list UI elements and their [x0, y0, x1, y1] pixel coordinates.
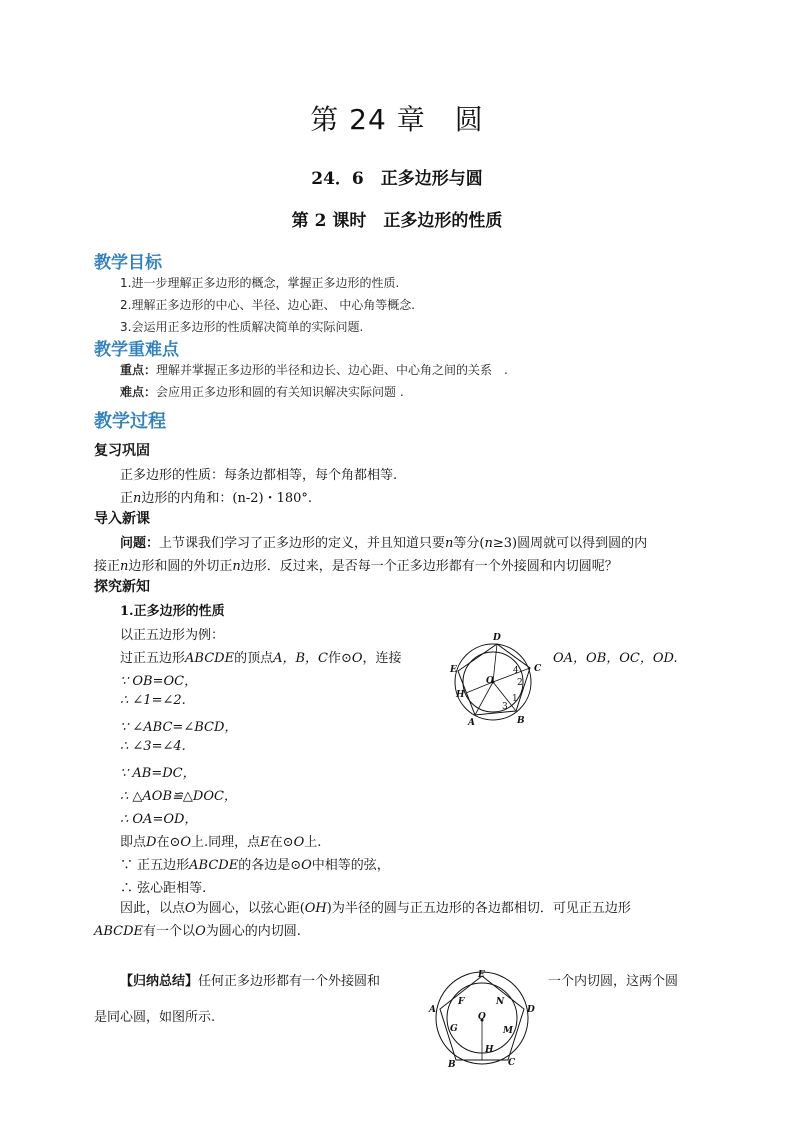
summary-line-1: 【归纳总结】任何正多边形都有一个外接圆和 — [120, 974, 381, 989]
pentagon-figure-1 — [440, 630, 550, 730]
proof-step: ∴ OA=OD， — [120, 812, 198, 827]
intro-heading: 导入新课 — [94, 511, 150, 527]
proof-step: ∴ ∠3=∠4. — [120, 739, 186, 754]
lesson-title: 第 2 课时 正多边形的性质 — [291, 211, 503, 231]
intro-line-2: 接正n边形和圆的外切正n边形．反过来，是否每一个正多边形都有一个外接圆和内切圆呢？ — [94, 559, 618, 574]
explore-heading: 探究新知 — [94, 579, 150, 595]
fig1-label: D — [493, 633, 501, 643]
fig2-label: C — [508, 1058, 516, 1068]
proof-step-8: 即点D在⊙O上.同理，点E在⊙O上. — [120, 835, 322, 850]
conclusion-line-2: ABCDE有一个以O为圆心的内切圆. — [94, 924, 301, 939]
review-line-2: 正n边形的内角和：(n-2)・180°. — [120, 491, 313, 506]
fig1-label: C — [534, 664, 542, 674]
fig1-label: 1 — [512, 694, 518, 704]
focus-label: 重点： — [120, 363, 157, 377]
fig1-label: B — [517, 716, 525, 726]
objectives-heading: 教学目标 — [94, 253, 162, 273]
fig1-label: O — [486, 676, 494, 686]
proof-step-10: ∴ 弦心距相等. — [120, 881, 207, 896]
process-heading: 教学过程 — [94, 411, 166, 432]
summary-line-2: 是同心圆，如图所示. — [94, 1010, 216, 1025]
fig2-label: E — [478, 970, 485, 980]
explore-p1: 以正五边形为例： — [120, 628, 225, 643]
section-title: 24．6 正多边形与圆 — [311, 169, 483, 189]
review-line-1: 正多边形的性质：每条边都相等，每个角都相等. — [120, 468, 398, 483]
proof-step-9: ∵ 正五边形ABCDE的各边是⊙O中相等的弦， — [120, 858, 390, 873]
review-heading: 复习巩固 — [94, 443, 150, 459]
proof-step: ∵ OB=OC， — [120, 674, 198, 689]
proof-step: ∴ △AOB≌△DOC， — [120, 789, 237, 804]
objective-item: 2.理解正多边形的中心、半径、边心距、 中心角等概念. — [120, 298, 416, 312]
fig1-label: 3 — [502, 702, 508, 712]
focus-line — [120, 361, 508, 378]
fig2-label: F — [458, 997, 465, 1007]
summary-line-1-right: 一个内切圆，这两个圆 — [548, 974, 679, 989]
pentagon-figure-2 — [424, 964, 542, 1070]
conclusion-line-1: 因此，以点O为圆心，以弦心距(OH)为半径的圆与正五边形的各边都相切．可见正五边形 — [120, 901, 631, 916]
chapter-title: 第 24 章 圆 — [310, 103, 484, 136]
explore-subheading: 1.正多边形的性质 — [120, 604, 225, 619]
fig2-label: N — [496, 997, 505, 1007]
focus-text: 理解并掌握正多边形的半径和边长、边心距、中心角之间的关系 . — [156, 363, 508, 377]
fig2-label: A — [429, 1005, 436, 1015]
fig2-label: G — [450, 1024, 458, 1034]
proof-step: ∵ ∠ABC=∠BCD， — [120, 720, 238, 735]
proof-step: ∵ AB=DC， — [120, 766, 196, 781]
fig2-label: D — [527, 1005, 535, 1015]
fig1-label: 2 — [517, 678, 523, 688]
fig2-label: B — [448, 1060, 456, 1070]
fig1-label: A — [468, 718, 475, 728]
difficulty-label: 难点： — [120, 385, 157, 399]
difficulty-text: 会应用正多边形和圆的有关知识解决实际问题 . — [156, 385, 404, 399]
explore-p2-right: OA，OB，OC，OD. — [553, 651, 678, 666]
fig2-label: M — [503, 1026, 513, 1036]
objective-item: 1.进一步理解正多边形的概念，掌握正多边形的性质. — [120, 276, 400, 290]
explore-p2: 过正五边形ABCDE的顶点A，B，C作⊙O，连接 — [120, 651, 402, 666]
fig2-label: H — [485, 1045, 494, 1055]
key-points-heading: 教学重难点 — [94, 340, 179, 360]
proof-step: ∴ ∠1=∠2. — [120, 693, 186, 708]
difficulty-line — [120, 383, 404, 400]
fig1-label: 4 — [513, 666, 519, 676]
objective-item: 3.会运用正多边形的性质解决简单的实际问题. — [120, 320, 364, 334]
fig1-label: H — [456, 690, 465, 700]
fig1-label: E — [450, 665, 457, 675]
intro-line-1: 问题：上节课我们学习了正多边形的定义，并且知道只要n等分(n≥3)圆周就可以得到圆的内 — [120, 536, 648, 551]
fig2-label: O — [478, 1012, 486, 1022]
